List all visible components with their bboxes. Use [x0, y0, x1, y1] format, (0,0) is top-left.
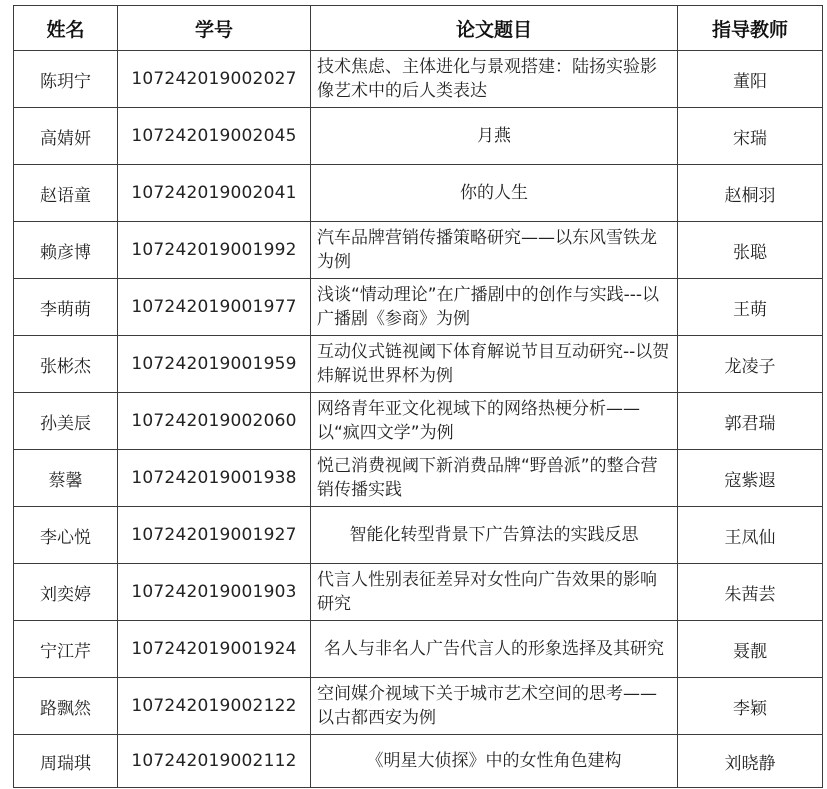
name-cell: 路飘然 [14, 678, 118, 735]
advisor-cell: 赵桐羽 [678, 165, 823, 222]
advisor-cell: 李颖 [678, 678, 823, 735]
student-id-cell: 107242019001959 [118, 336, 311, 393]
advisor-cell: 刘晓静 [678, 735, 823, 788]
name-cell: 孙美辰 [14, 393, 118, 450]
title-cell [311, 450, 678, 507]
name-cell: 赵语童 [14, 165, 118, 222]
student-id-cell: 107242019001992 [118, 222, 311, 279]
advisor-cell: 郭君瑞 [678, 393, 823, 450]
title-text: 悦己消费视阈下新消费品牌“野兽派”的整合营销传播实践 [317, 456, 658, 500]
student-id-cell: 107242019001938 [118, 450, 311, 507]
title-cell [311, 621, 678, 678]
title-cell [311, 507, 678, 564]
student-id-cell: 107242019001927 [118, 507, 311, 564]
title-text: 浅谈“情动理论”在广播剧中的创作与实践---以广播剧《参商》为例 [317, 285, 660, 329]
table-header-row [14, 6, 823, 51]
title-cell [311, 678, 678, 735]
title-text: 智能化转型背景下广告算法的实践反思 [349, 525, 639, 545]
title-text: 代言人性别表征差异对女性向广告效果的影响研究 [317, 570, 657, 614]
table-row [14, 336, 823, 393]
header-student-id: 学号 [118, 6, 311, 51]
advisor-cell: 王凤仙 [678, 507, 823, 564]
header-name: 姓名 [14, 6, 118, 51]
table-row [14, 621, 823, 678]
table-row [14, 564, 823, 621]
name-cell: 蔡馨 [14, 450, 118, 507]
advisor-cell: 王萌 [678, 279, 823, 336]
student-id-cell: 107242019002112 [118, 735, 311, 788]
title-cell [311, 336, 678, 393]
name-cell: 高婧妍 [14, 108, 118, 165]
header-advisor: 指导教师 [678, 6, 823, 51]
name-cell: 刘奕婷 [14, 564, 118, 621]
title-text: 空间媒介视域下关于城市艺术空间的思考——以古都西安为例 [317, 684, 657, 728]
advisor-cell: 董阳 [678, 51, 823, 108]
title-text: 名人与非名人广告代言人的形象选择及其研究 [324, 639, 664, 659]
name-cell: 宁江芹 [14, 621, 118, 678]
student-id-cell: 107242019002027 [118, 51, 311, 108]
title-text: 汽车品牌营销传播策略研究——以东风雪铁龙为例 [317, 228, 657, 272]
name-cell: 张彬杰 [14, 336, 118, 393]
title-text: 互动仪式链视阈下体育解说节目互动研究--以贺炜解说世界杯为例 [317, 342, 670, 386]
table-row [14, 507, 823, 564]
table-row [14, 108, 823, 165]
name-cell: 李心悦 [14, 507, 118, 564]
name-cell: 周瑞琪 [14, 735, 118, 788]
advisor-cell: 张聪 [678, 222, 823, 279]
student-id-cell: 107242019002041 [118, 165, 311, 222]
table-row [14, 450, 823, 507]
advisor-cell: 朱茜芸 [678, 564, 823, 621]
table-row [14, 51, 823, 108]
table-row [14, 222, 823, 279]
student-id-cell: 107242019001903 [118, 564, 311, 621]
advisor-cell: 龙凌子 [678, 336, 823, 393]
advisor-cell: 寇紫遐 [678, 450, 823, 507]
title-cell [311, 279, 678, 336]
advisor-cell: 聂靓 [678, 621, 823, 678]
student-id-cell: 107242019001977 [118, 279, 311, 336]
title-cell [311, 393, 678, 450]
title-cell: 月燕 [311, 108, 678, 165]
title-cell [311, 222, 678, 279]
table-row [14, 165, 823, 222]
thesis-table [13, 5, 823, 788]
header-title: 论文题目 [311, 6, 678, 51]
table-row [14, 678, 823, 735]
title-cell [311, 564, 678, 621]
table-row [14, 279, 823, 336]
title-text: 技术焦虑、主体进化与景观搭建：陆扬实验影像艺术中的后人类表达 [317, 57, 657, 101]
name-cell: 赖彦博 [14, 222, 118, 279]
table-row [14, 393, 823, 450]
advisor-cell: 宋瑞 [678, 108, 823, 165]
student-id-cell: 107242019002122 [118, 678, 311, 735]
student-id-cell: 107242019002045 [118, 108, 311, 165]
table-row [14, 735, 823, 788]
title-text: 网络青年亚文化视域下的网络热梗分析——以“疯四文学”为例 [317, 399, 640, 443]
name-cell: 李萌萌 [14, 279, 118, 336]
student-id-cell: 107242019002060 [118, 393, 311, 450]
title-cell: 《明星大侦探》中的女性角色建构 [311, 735, 678, 788]
name-cell: 陈玥宁 [14, 51, 118, 108]
title-cell: 你的人生 [311, 165, 678, 222]
title-cell [311, 51, 678, 108]
student-id-cell: 107242019001924 [118, 621, 311, 678]
